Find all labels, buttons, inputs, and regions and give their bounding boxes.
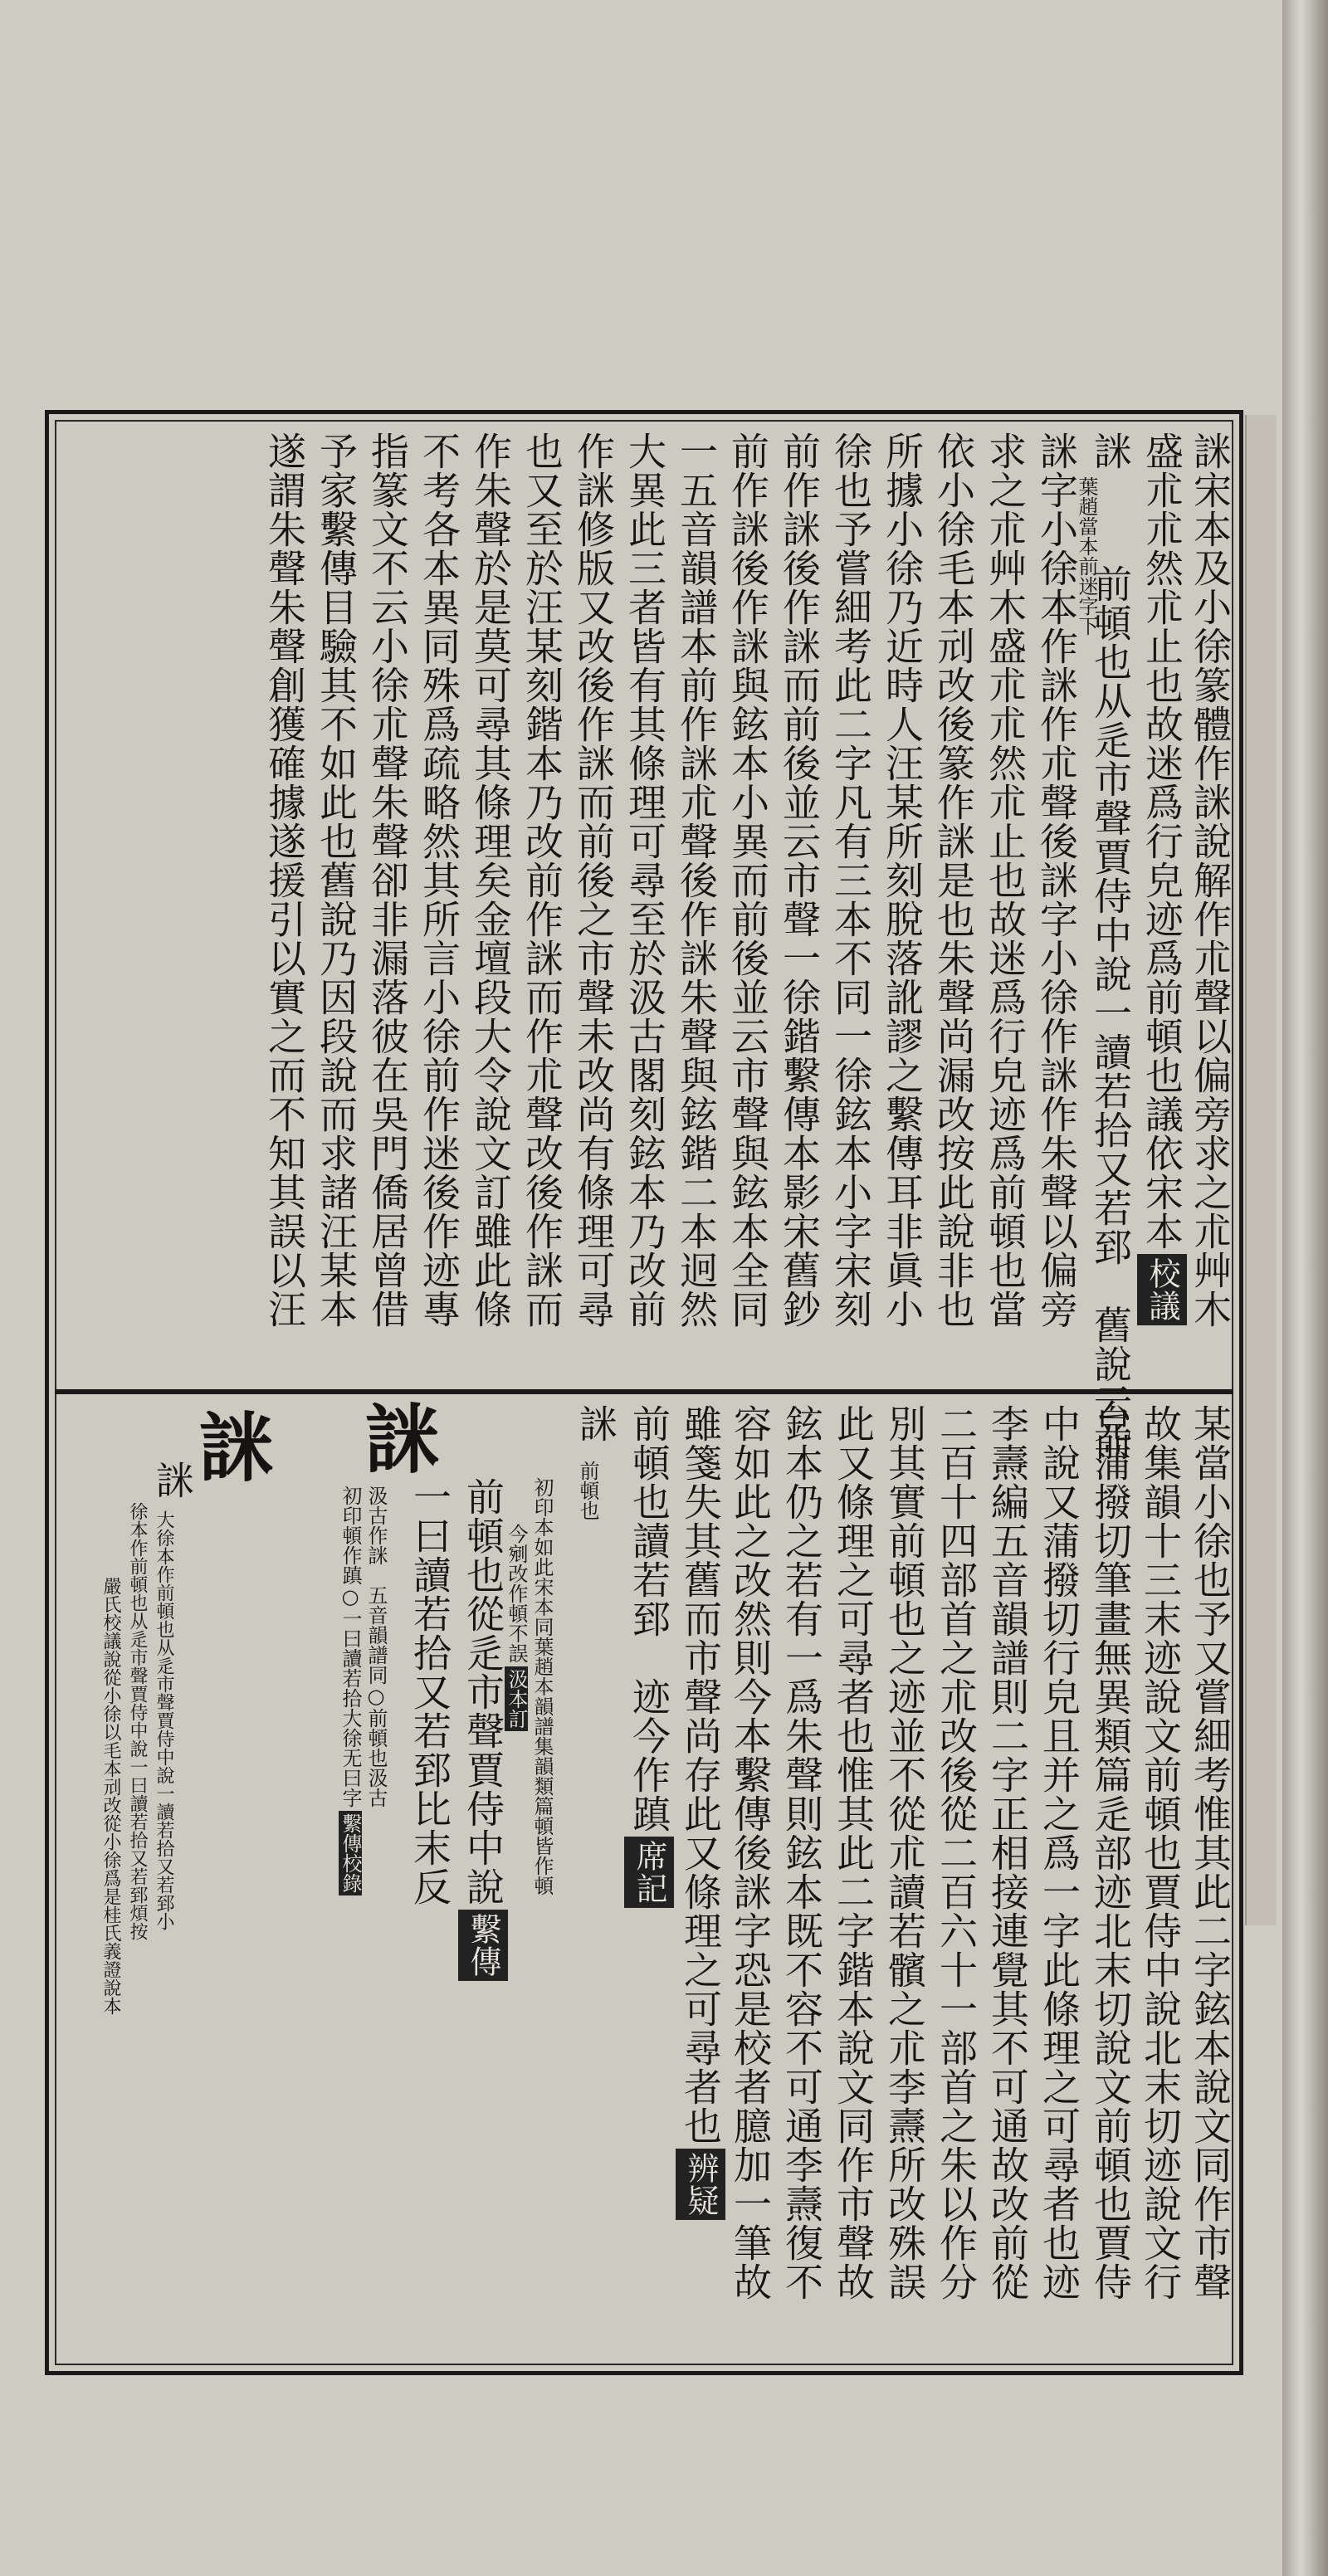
upper-col-17: 指篆文不云小徐朮聲朱聲卻非漏落彼在吳門僑居曾借 (365, 432, 410, 1329)
upper-col-3 (1087, 432, 1134, 471)
lower-col-4: 中說又蒲撥切行皃且并之爲一字此條理之可尋者也迹 (1037, 1404, 1081, 2301)
lower-col-19-text: 初印頓作蹎○一曰讀若拾大徐无曰字 (339, 1486, 362, 1808)
lower-col-6: 二百十四部首之朮改後從二百六十一部首之朱以作分 (934, 1404, 979, 2301)
upper-col-3-head: 詸 (1088, 432, 1133, 471)
page-edge (1245, 415, 1277, 1925)
lower-col-13-body: 前頓也 (576, 1461, 599, 1520)
lower-col-22: 嚴氏校議說從小徐以毛本刓改從小徐爲是桂氏義證說本 (100, 1577, 121, 2015)
upper-col-13: 作詸修版又改後作詸而前後之市聲未改尚有條理可尋 (571, 432, 616, 1329)
upper-col-10: 前作詸後作詸與鉉本小異而前後並云市聲與鉉本全同 (725, 432, 770, 1329)
lower-col-16 (458, 1477, 508, 1981)
upper-col-6: 依小徐毛本刓改後篆作詸是也朱聲尚漏改按此說非也 (931, 432, 976, 1329)
upper-col-8: 徐也予嘗細考此二字凡有三本不同一徐鉉本小字宋刻 (828, 432, 873, 1329)
lower-col-5: 李燾編五音韻譜則二字正相接連覺其不可通故改前從 (985, 1404, 1030, 2301)
lower-col-17: 一曰讀若拾又若郅比末反 (408, 1477, 452, 1906)
upper-col-3-note: 葉趙當本前迷字下 (1075, 476, 1098, 636)
lower-col-12 (624, 1404, 674, 1908)
seal-xichuan-jiaolu: 繫傳校錄 (339, 1811, 362, 1895)
seal-bianyi: 辨疑 (676, 2149, 725, 2220)
seal-script-char-1: 詸 (365, 1396, 440, 1484)
seal-script-char-2: 詸 (199, 1404, 274, 1492)
section-divider (55, 1389, 1233, 1394)
lower-col-1: 某當小徐也予又嘗細考惟其此二字鉉本說文同作市聲 (1188, 1404, 1233, 2301)
upper-col-9: 前作詸後作詸而前後並云市聲一徐鍇繫傳本影宋舊鈔 (777, 432, 822, 1329)
upper-col-4: 詸字小徐本作詸作朮聲後詸字小徐作詸作朱聲以偏旁 (1034, 432, 1079, 1329)
lower-col-9: 鉉本仍之若有一爲朱聲則鉉本既不容不可通李燾復不 (779, 1404, 824, 2301)
upper-col-19: 遂謂朱聲朱聲創獲確據遂援引以實之而不知其誤以汪 (262, 432, 307, 1329)
seal-xiji: 席記 (624, 1837, 674, 1908)
upper-col-15: 作朱聲於是莫可尋其條理矣金壇段大令說文訂雖此條 (468, 432, 513, 1329)
seal-jiben: 汲本訂 (505, 1666, 528, 1731)
upper-col-18: 予家繫傳目驗其不如此也舊說乃因段說而求諸汪某本 (314, 432, 359, 1329)
upper-col-1: 詸宋本及小徐篆體作詸說解作朮聲以偏旁求之朮艸木 (1188, 432, 1233, 1329)
upper-col-3-body: 前頓也从辵市聲賈侍中說一讀若拾又若郅 舊說云前 (1088, 564, 1133, 1461)
book-spine (1282, 0, 1328, 2576)
lower-col-20: 大徐本作前頓也从辵市聲賈侍中說一讀若拾又若郅小 (154, 1510, 174, 1930)
lower-col-14: 初印本如此宋本同葉趙本韻譜集韻類篇頓皆作頓 (530, 1477, 554, 1895)
lower-col-2: 故集韻十三末迹說文前頓也賈侍中說北末切迹說文行 (1138, 1404, 1183, 2301)
lower-col-10: 容如此之改然則今本繫傳後詸字恐是校者臆加一筆故 (728, 1404, 773, 2301)
seal-jiaoyi: 校議 (1137, 1254, 1187, 1325)
lower-col-11-text: 雖箋失其舊而市聲尚存此又條理之可尋者也 (678, 1404, 723, 2145)
upper-col-2 (1137, 432, 1187, 1325)
seal-xichuan: 繫傳 (458, 1910, 508, 1981)
lower-col-12-text: 前頓也讀若郅 迹今作蹎 (627, 1404, 671, 1833)
lower-col-20-head: 詸 (150, 1461, 195, 1500)
lower-col-21: 徐本作前頓也从辵市聲賈侍中說一曰讀若拾又若郅煩按 (127, 1502, 148, 1940)
upper-col-14: 也又至於汪某刻鍇本乃改前作詸而作朮聲改後作詸而 (520, 432, 564, 1329)
lower-col-11 (676, 1404, 725, 2220)
upper-col-5: 求之朮艸木盛朮朮然朮止也故迷爲行皃迹爲前頓也當 (983, 432, 1028, 1329)
lower-col-19 (339, 1486, 362, 1895)
lower-col-16-text: 前頓也從辵市聲賈侍中說 (461, 1477, 505, 1906)
lower-col-13 (573, 1404, 619, 1443)
upper-col-16: 不考各本異同殊爲疏略然其所言小徐前作迷後作迹專 (417, 432, 461, 1329)
lower-col-13-head: 詸 (574, 1404, 618, 1443)
lower-col-15 (505, 1524, 528, 1731)
upper-col-11: 一五音韻譜本前作詸朮聲後作詸朱聲與鉉鍇二本迥然 (674, 432, 719, 1329)
upper-col-12: 大異此三者皆有其條理可尋至於汲古閣刻鉉本乃改前 (622, 432, 667, 1329)
lower-col-7: 別其實前頓也之迹並不從朮讀若髕之朮李燾所改殊誤 (882, 1404, 927, 2301)
lower-col-15-text: 今剜改作頓不誤 (505, 1524, 528, 1663)
upper-col-7: 所據小徐乃近時人汪某所刻脫落訛謬之繫傳耳非眞小 (880, 432, 925, 1329)
lower-col-8: 此又條理之可尋者也惟其此二字鍇本說文同作市聲故 (831, 1404, 876, 2301)
upper-col-2-text: 盛朮朮然朮止也故迷爲行皃迹爲前頓也議依宋本 (1140, 432, 1184, 1251)
lower-col-3: 皃蒲撥切筆畫無異類篇辵部迹北末切說文前頓也賈侍 (1088, 1404, 1133, 2301)
lower-col-18: 汲古作詸 五音韻譜同○前頓也汲古 (364, 1486, 388, 1808)
